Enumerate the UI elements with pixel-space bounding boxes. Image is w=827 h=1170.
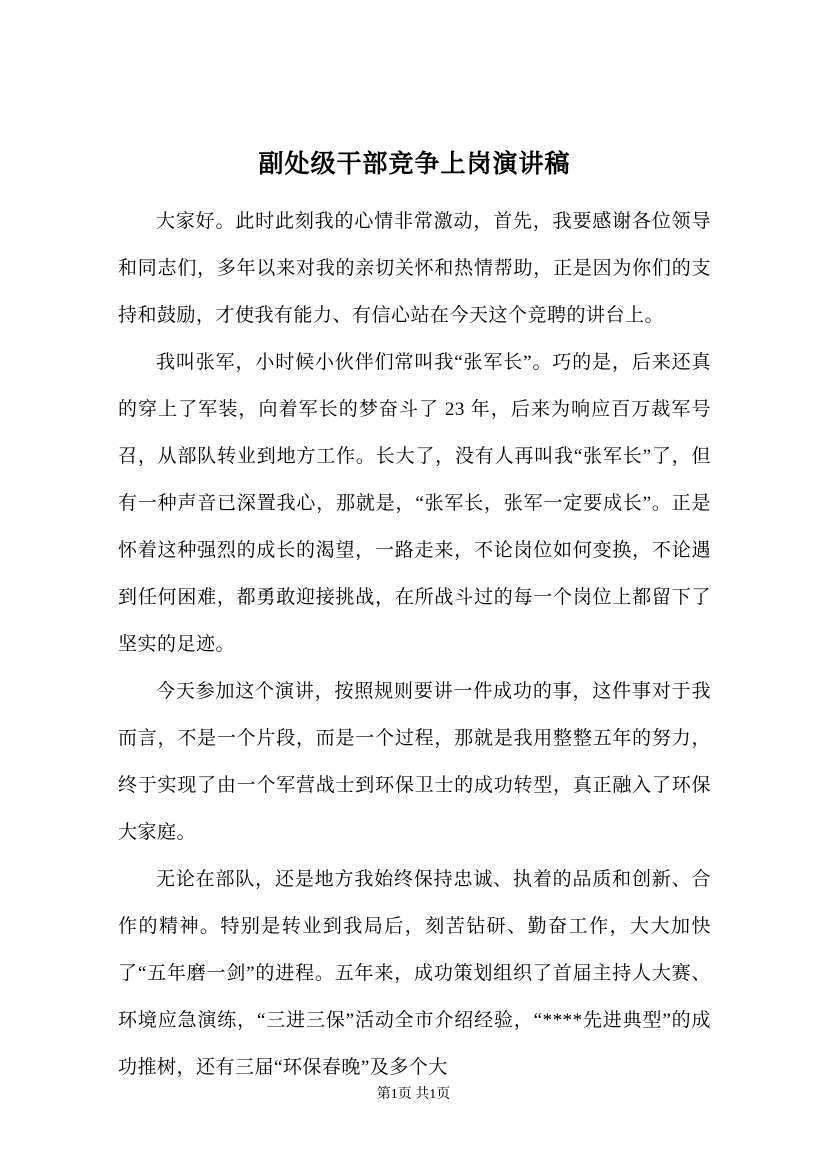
paragraph-4: 无论在部队，还是地方我始终保持忠诚、执着的品质和创新、合作的精神。特别是转业到我局后，刻苦钻研、勤奋工作，大大加快了“五年磨一剑”的进程。五年来，成功策划组织了首届主持人大赛、环境应急演练，“三进三保”活动全市介绍经验，“****先进典型”的成功推树，还有三届“环保春晚”及多个大 bbox=[118, 869, 711, 1078]
document-title: 副处级干部竞争上岗演讲稿 bbox=[258, 151, 571, 178]
page-number-footer: 第1页 共1页 bbox=[376, 1087, 451, 1102]
document-content bbox=[118, 142, 711, 1091]
paragraph-3: 今天参加这个演讲，按照规则要讲一件成功的事，这件事对于我而言，不是一个片段，而是一个过程，那就是我用整整五年的努力，终于实现了由一个军营战士到环保卫士的成功转型，真正融入了环保大家庭。 bbox=[118, 681, 711, 843]
paragraph-2: 我叫张军，小时候小伙伴们常叫我“张军长”。巧的是，后来还真的穿上了军装，向着军长的梦奋斗了 23 年，后来为响应百万裁军号召，从部队转业到地方工作。长大了，没有人再叫我“张军长”了，但有一种声音已深置我心，那就是，“张军长，张军一定要成长”。正是怀着这种强烈的成长的渴望，一路走来，不论岗位如何变换，不论遇到任何困难，都勇敢迎接挑战，在所战斗过的每一个岗位上都留下了坚实的足迹。 bbox=[118, 352, 711, 655]
paragraph-1: 大家好。此时此刻我的心情非常激动，首先，我要感谢各位领导和同志们，多年以来对我的亲切关怀和热情帮助，正是因为你们的支持和鼓励，才使我有能力、有信心站在今天这个竞聘的讲台上。 bbox=[118, 211, 711, 326]
